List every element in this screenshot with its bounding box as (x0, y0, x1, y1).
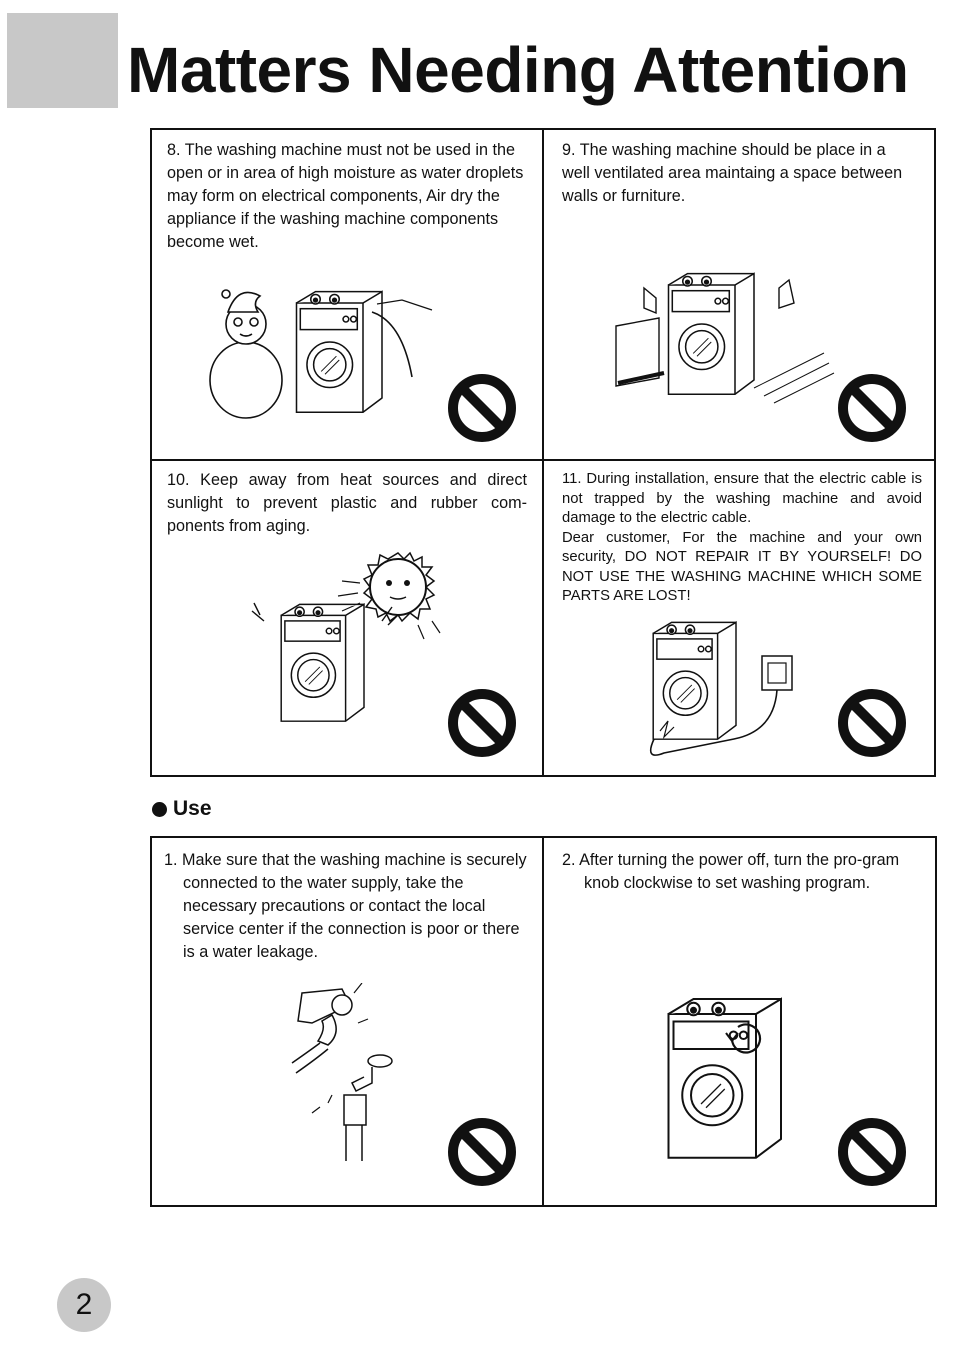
attention-item-8 (152, 130, 542, 459)
washing-machine-icon (669, 999, 782, 1158)
use-item-2-text: 2. After turning the power off, turn the pro-gram knob clockwise to set washing program. (562, 851, 900, 892)
attention-item-11 (544, 461, 936, 777)
prohibition-icon (447, 373, 517, 443)
power-socket-icon (762, 656, 792, 690)
cable-socket-illustration (634, 611, 834, 771)
ventilation-illustration (604, 258, 844, 408)
washing-machine-icon (653, 622, 736, 739)
page-number: 2 (57, 1278, 111, 1332)
use-section-heading (152, 797, 212, 821)
attention-item-9-text: 9. The washing machine should be place in a well ventilated area maintaing a space between walls or furniture. (562, 141, 903, 205)
prohibition-icon (837, 688, 907, 758)
attention-item-10-text: 10. Keep away from heat sources and direct sunlight to prevent plastic and rubber com-ponents from aging. (167, 471, 527, 535)
use-item-1 (152, 838, 542, 1207)
attention-item-8-text: 8. The washing machine must not be used in the open or in area of high moisture as water droplets may form on electrical components, Air dry the appliance if the washing machine components become wet. (167, 141, 524, 251)
page-title: Matters Needing Attention (127, 34, 909, 106)
use-item-2 (544, 838, 937, 1207)
washing-machine-icon (297, 292, 383, 413)
prohibition-icon (837, 373, 907, 443)
use-grid (150, 836, 937, 1207)
header-accent-block (7, 13, 118, 108)
attention-item-11-text (562, 470, 922, 607)
use-section-title: Use (173, 797, 212, 820)
attention-item-11-text-cable: 11. During installation, ensure that the electric cable is not trapped by the washing machine and avoid damage to the electric cable. (562, 471, 922, 526)
attention-item-11-text-warning: Dear customer, For the machine and your own security, DO NOT REPAIR IT BY YOURSELF! DO NOT USE THE WASHING MACHINE WHICH SOME PARTS ARE LOST! (562, 529, 922, 604)
washing-machine-icon (281, 604, 364, 721)
snowman-illustration (202, 282, 442, 432)
washing-machine-icon (669, 274, 755, 395)
attention-item-9 (544, 130, 936, 459)
sun-icon (364, 553, 434, 621)
sun-heat-illustration (242, 541, 462, 751)
attention-item-10 (152, 461, 542, 777)
water-connection-illustration (272, 983, 422, 1173)
faucet-icon (377, 300, 432, 310)
program-knob-illustration (654, 983, 804, 1163)
use-item-1-text: 1. Make sure that the washing machine is securely connected to the water supply, take the necessary precautions or contact the local service center if the connection is poor or there is a water leakage. (164, 851, 527, 961)
snowman-icon (210, 290, 282, 418)
prohibition-icon (447, 688, 517, 758)
prohibition-icon (447, 1117, 517, 1187)
attention-grid (150, 128, 936, 777)
faucet-icon (292, 989, 392, 1161)
bullet-icon (152, 802, 167, 817)
prohibition-icon (837, 1117, 907, 1187)
